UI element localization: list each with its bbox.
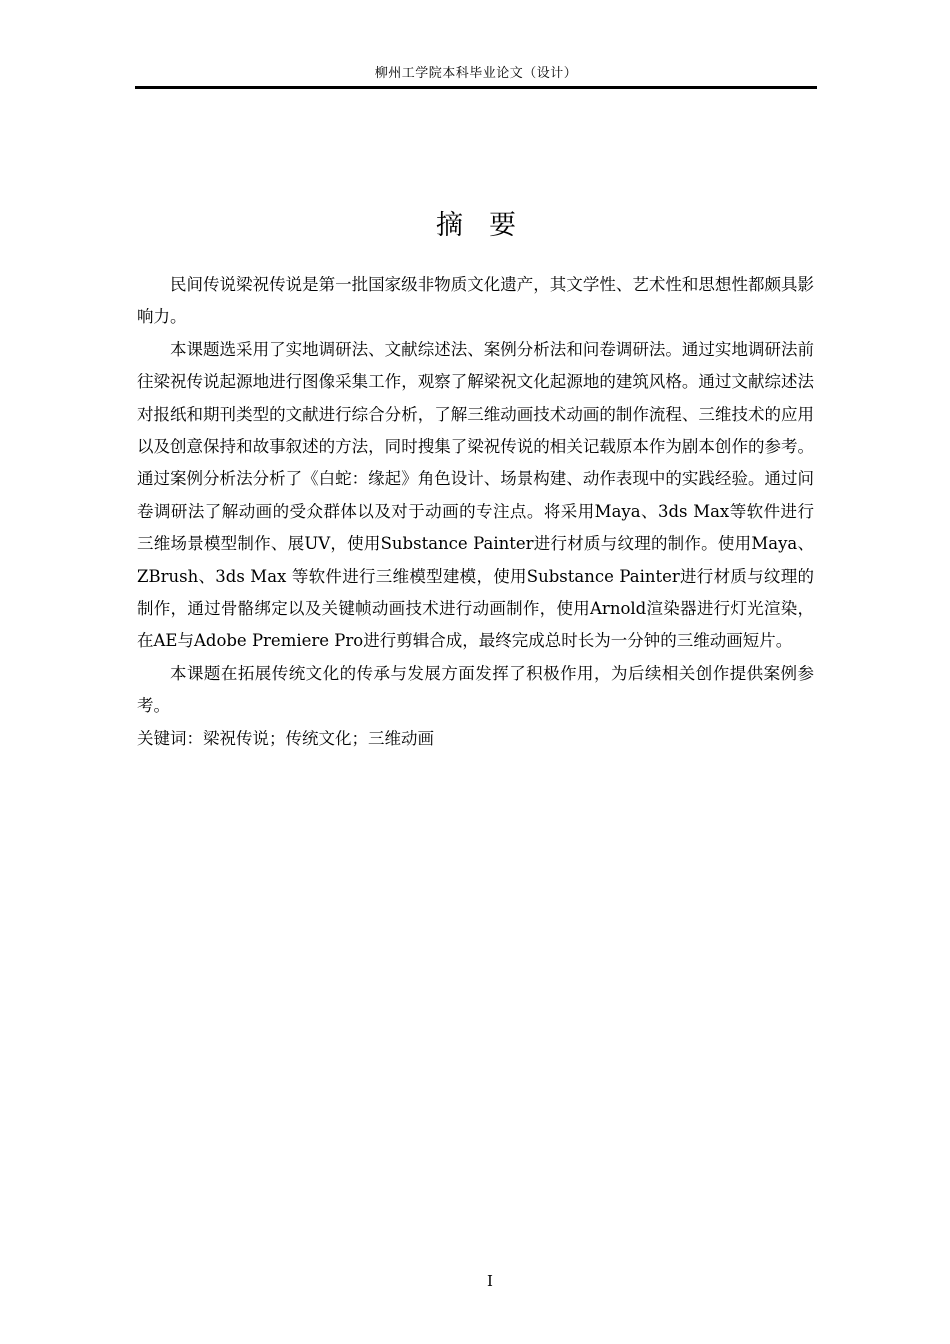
page-number: I bbox=[487, 1272, 493, 1290]
keywords-line bbox=[137, 723, 814, 755]
running-header: 柳州工学院本科毕业论文（设计） bbox=[374, 66, 578, 81]
abstract-title: 摘要 bbox=[436, 210, 542, 241]
keywords-value: 梁祝传说；传统文化；三维动画 bbox=[203, 728, 434, 748]
keywords-label: 关键词： bbox=[137, 728, 203, 748]
abstract-paragraph-3: 本课题在拓展传统文化的传承与发展方面发挥了积极作用，为后续相关创作提供案例参考。 bbox=[137, 663, 814, 716]
abstract-paragraph-2: 本课题选采用了实地调研法、文献综述法、案例分析法和问卷调研法。通过实地调研法前往梁祝传说起源地进行图像采集工作，观察了解梁祝文化起源地的建筑风格。通过文献综述法对报纸和期刊类型的文献进行综合分析，了解三维动画技术动画的制作流程、三维技术的应用以及创意保持和故事叙述的方法，同时搜集了梁祝传说的相关记载原本作为剧本创作的参考。通过案例分析法分析了《白蛇：缘起》角色设计、场景构建、动作表现中的实践经验。通过问卷调研法了解动画的受众群体以及对于动画的专注点。将采用Maya、3ds Max等软件进行三维场景模型制作、展UV，使用Substance Painter进行材质与纹理的制作。使用Maya、ZBrush、3ds Max 等软件进行三维模型建模，使用Substance Painter进行材质与纹理的制作，通过骨骼绑定以及关键帧动画技术进行动画制作，使用Arnold渲染器进行灯光渲染，在AE与Adobe Premiere Pro进行剪辑合成，最终完成总时长为一分钟的三维动画短片。 bbox=[137, 339, 814, 651]
abstract-paragraph-1: 民间传说梁祝传说是第一批国家级非物质文化遗产，其文学性、艺术性和思想性都颇具影响力。 bbox=[137, 275, 814, 327]
header-rule bbox=[135, 86, 817, 89]
abstract-body bbox=[137, 269, 814, 755]
